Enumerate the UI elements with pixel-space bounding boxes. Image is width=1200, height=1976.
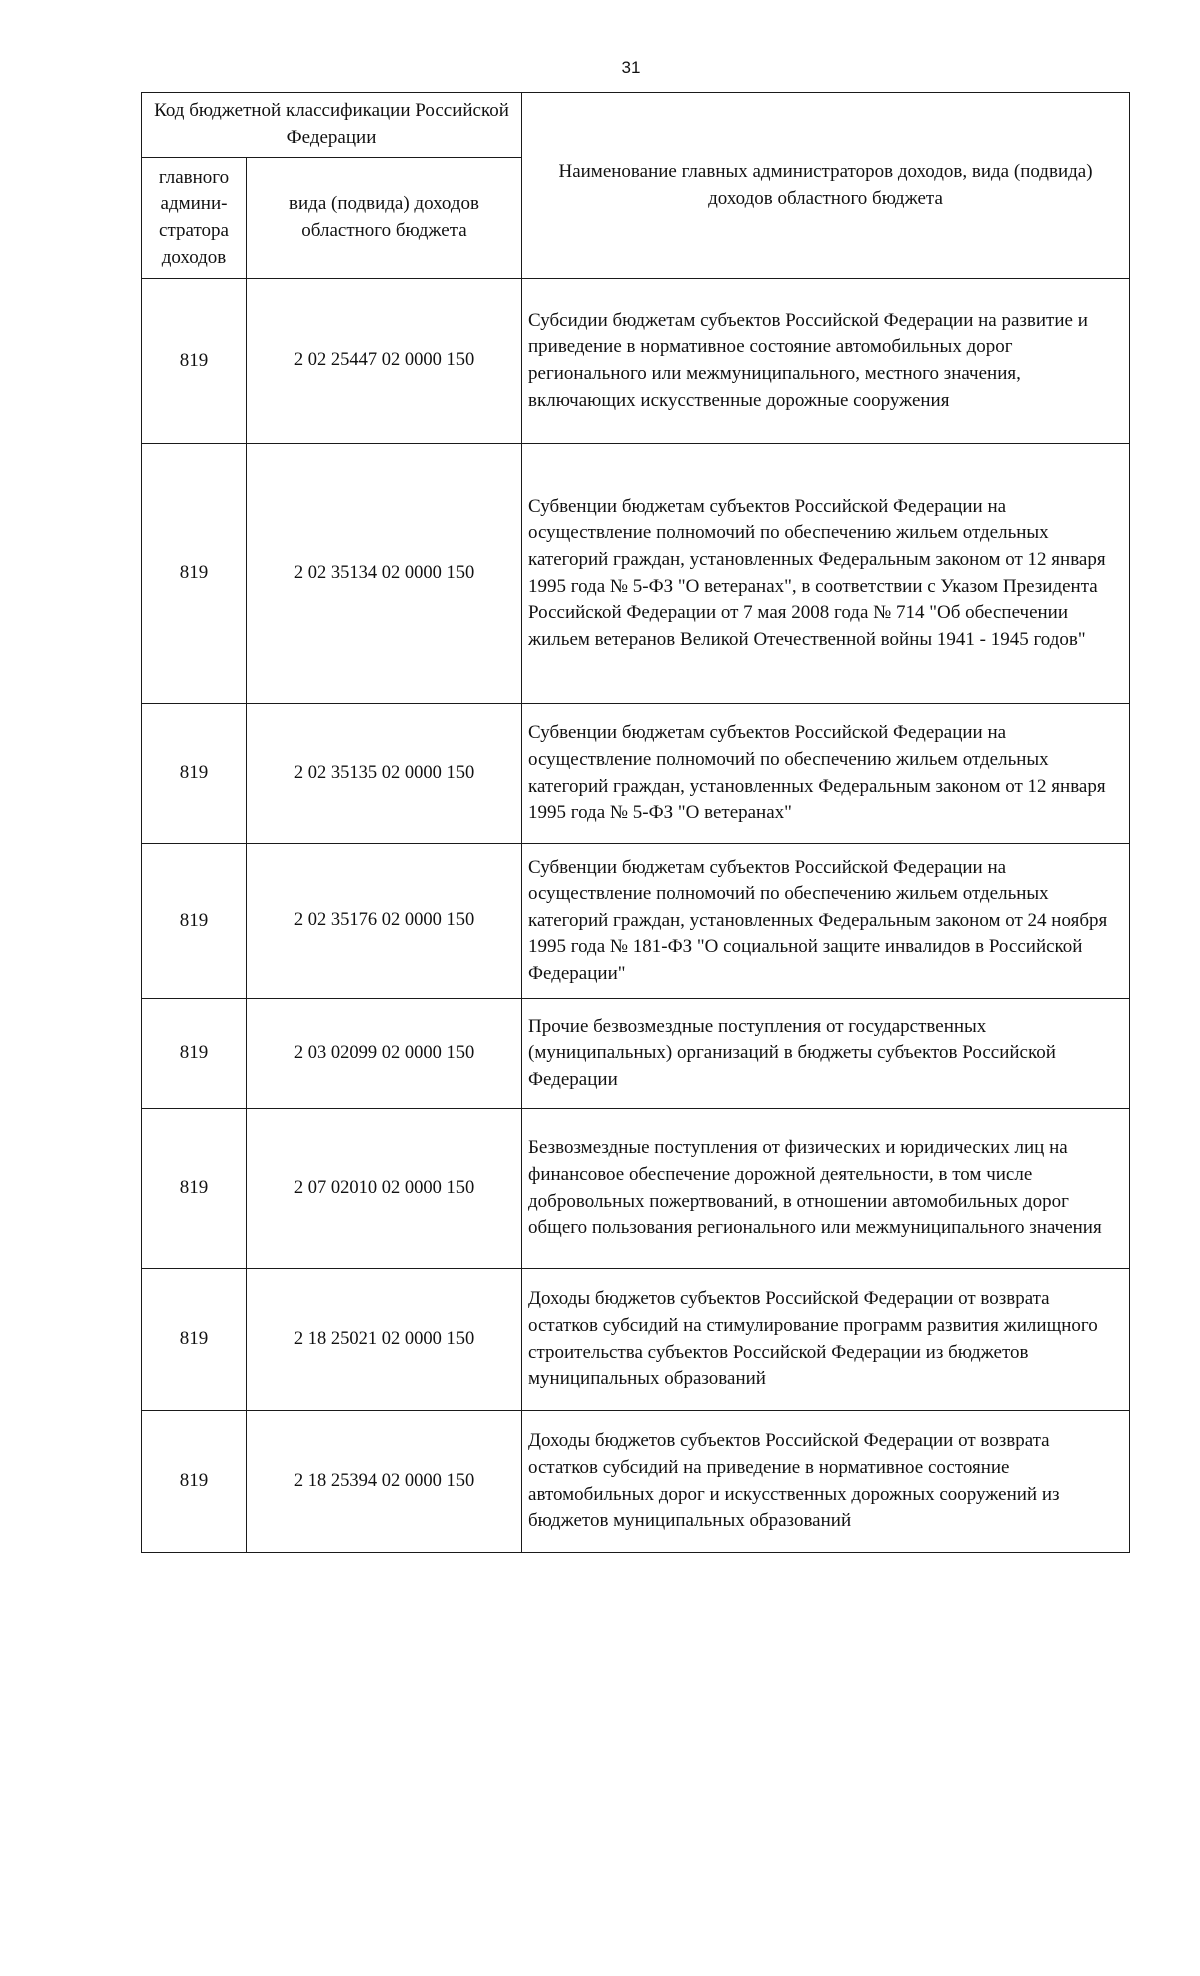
revenue-name-cell: Субвенции бюджетам субъектов Российской Федерации на осуществление полномочий по обеспечению жильем отдельных категорий граждан, установленных Федеральным законом от 12 января 1995 года № 5-ФЗ "О ветеранах", в соответствии с Указом Президента Российской Федерации от 7 мая 2008 года № 714 "Об обеспечении жильем ветеранов Великой Отечественной войны 1941 - 1945 годов" (522, 444, 1130, 704)
header-admin: главного администратора доходов (142, 158, 247, 279)
admin-code-cell: 819 (142, 279, 247, 444)
revenue-name-cell: Доходы бюджетов субъектов Российской Федерации от возврата остатков субсидий на приведение в нормативное состояние автомобильных дорог и искусственных дорожных сооружений из бюджетов муниципальных образований (522, 1411, 1130, 1553)
header-type: вида (подвида) доходов областного бюджета (247, 158, 522, 279)
table-row (142, 704, 1130, 844)
revenue-classification-table (141, 92, 1130, 1553)
revenue-code-cell: 2 18 25021 02 0000 150 (247, 1269, 522, 1411)
revenue-code-cell: 2 02 35134 02 0000 150 (247, 444, 522, 704)
revenue-code-cell: 2 03 02099 02 0000 150 (247, 999, 522, 1109)
admin-code-cell: 819 (142, 844, 247, 999)
revenue-code-cell: 2 02 25447 02 0000 150 (247, 279, 522, 444)
admin-code-cell: 819 (142, 704, 247, 844)
admin-code-cell: 819 (142, 1269, 247, 1411)
table-row (142, 444, 1130, 704)
revenue-code-cell: 2 07 02010 02 0000 150 (247, 1109, 522, 1269)
table-row (142, 1269, 1130, 1411)
revenue-name-cell: Субсидии бюджетам субъектов Российской Федерации на развитие и приведение в нормативное состояние автомобильных дорог регионального или межмуниципального, местного значения, включающих искусственные дорожные сооружения (522, 279, 1130, 444)
header-name: Наименование главных администраторов доходов, вида (подвида) доходов областного бюджета (522, 93, 1130, 279)
admin-code-cell: 819 (142, 444, 247, 704)
admin-code-cell: 819 (142, 999, 247, 1109)
revenue-code-cell: 2 18 25394 02 0000 150 (247, 1411, 522, 1553)
revenue-name-cell: Субвенции бюджетам субъектов Российской Федерации на осуществление полномочий по обеспечению жильем отдельных категорий граждан, установленных Федеральным законом от 12 января 1995 года № 5-ФЗ "О ветеранах" (522, 704, 1130, 844)
table-header-row-top (142, 93, 1130, 158)
header-kbk: Код бюджетной классификации Российской Федерации (142, 93, 522, 158)
revenue-code-cell: 2 02 35135 02 0000 150 (247, 704, 522, 844)
revenue-name-cell: Доходы бюджетов субъектов Российской Федерации от возврата остатков субсидий на стимулирование программ развития жилищного строительства субъектов Российской Федерации из бюджетов муниципальных образований (522, 1269, 1130, 1411)
revenue-name-cell: Безвозмездные поступления от физических и юридических лиц на финансовое обеспечение дорожной деятельности, в том числе добровольных пожертвований, в отношении автомобильных дорог общего пользования регионального или межмуниципального значения (522, 1109, 1130, 1269)
admin-code-cell: 819 (142, 1411, 247, 1553)
revenue-code-cell: 2 02 35176 02 0000 150 (247, 844, 522, 999)
page-number: 31 (621, 58, 641, 77)
revenue-name-cell: Субвенции бюджетам субъектов Российской Федерации на осуществление полномочий по обеспечению жильем отдельных категорий граждан, установленных Федеральным законом от 24 ноября 1995 года № 181-ФЗ "О социальной защите инвалидов в Российской Федерации" (522, 844, 1130, 999)
table-row (142, 844, 1130, 999)
revenue-name-cell: Прочие безвозмездные поступления от государственных (муниципальных) организаций в бюджеты субъектов Российской Федерации (522, 999, 1130, 1109)
table-row (142, 279, 1130, 444)
table-row (142, 1411, 1130, 1553)
table-row (142, 1109, 1130, 1269)
admin-code-cell: 819 (142, 1109, 247, 1269)
table-row (142, 999, 1130, 1109)
